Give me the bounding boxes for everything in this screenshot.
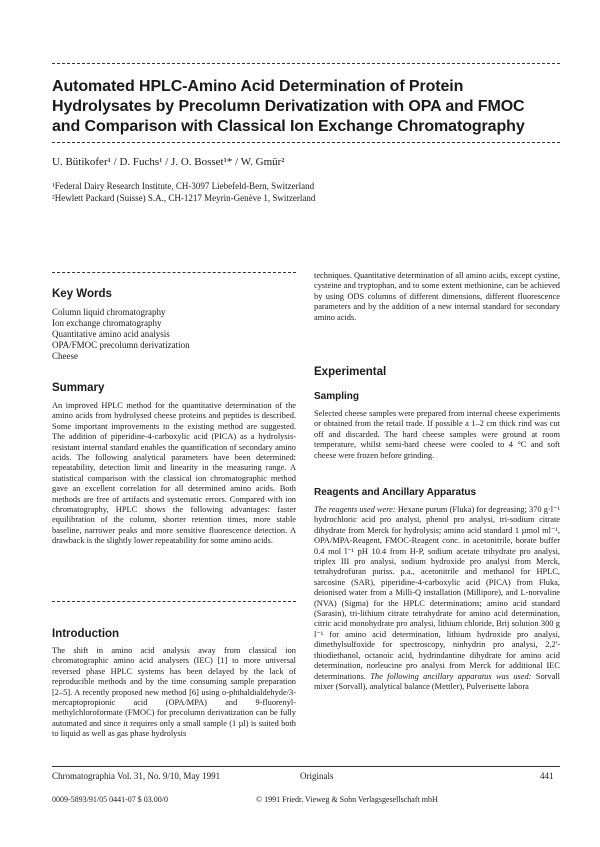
paper-title (52, 77, 562, 137)
title-rule (52, 142, 560, 144)
reagents-lead: The reagents used were: (314, 505, 396, 514)
keywords-heading: Key Words (52, 288, 112, 300)
footer-rule (52, 766, 560, 767)
affiliation-1: ¹Federal Dairy Research Institute, CH-3097 Liebefeld-Bern, Switzerland (52, 181, 315, 191)
title-line-3: and Comparison with Classical Ion Exchange Chromatography (52, 118, 525, 135)
sampling-heading: Sampling (314, 391, 360, 402)
top-rule (52, 63, 560, 65)
apparatus-lead: The following ancillary apparatus was used: (370, 671, 532, 681)
page-number: 441 (540, 771, 554, 781)
title-line-1: Automated HPLC-Amino Acid Determination of Protein (52, 78, 464, 95)
experimental-heading: Experimental (314, 366, 387, 378)
intro-continued-text: techniques. Quantitative determination of all amino acids, except cystine, cysteine and tryptophan, and to some extent methionine, can be achieved by using ODS columns of different dimensions, different fluorescence parameters and by the addition of a new internal standard for secondary amino acids. (314, 271, 560, 322)
summary-text: An improved HPLC method for the quantitative determination of the amino acids from hydrolysed cheese proteins and peptides is described. Some important improvements to the existing method are suggested. The addition of piperidine-4-carboxylic acid (PICA) as a hydrolysis-resistant internal standard enables the quantification of secondary amino acids. The following analytical parameters have been determined: repeatability, detection limit and linearity in the measuring range. A statistical comparison with the classical ion chromatographic method gave an excellent correlation for all determined amino acids. Both methods are free of artifacts and systematic errors. Compared with ion chromatography, HPLC shows the following advantages: faster equilibration of the column, shorter retention times, more stable baseline, narrower peaks and more sensitive fluorescence detection. A drawback is the slightly lower repeatability for some amino acids. (52, 401, 296, 546)
authors: U. Bütikofer¹ / D. Fuchs¹ / J. O. Bosset¹* / W. Gmür² (52, 156, 285, 168)
keyword-item: Cheese (52, 351, 78, 361)
copyright: © 1991 Friedr. Vieweg & Sohn Verlagsgesellschaft mbH (256, 795, 438, 804)
journal-citation: Chromatographia Vol. 31, No. 9/10, May 1991 (52, 771, 221, 781)
keywords-list (52, 307, 190, 362)
keyword-item: Quantitative amino acid analysis (52, 329, 170, 339)
left-rule-2 (52, 601, 296, 603)
left-rule-1 (52, 272, 296, 274)
article-type: Originals (300, 771, 334, 781)
keyword-item: Ion exchange chromatography (52, 318, 162, 328)
affiliation-2: ²Hewlett Packard (Suisse) S.A., CH-1217 Meyrin-Genève 1, Switzerland (52, 193, 316, 203)
apparatus-body: Sorvall mixer (Sorvall), analytical balance (Mettler), Pulverisette labora (314, 671, 560, 691)
reagents-body: Hexane purum (Fluka) for degreasing; 370 g·l⁻¹ hydrochloric acid pro analysi, phenol pro analysi, tri-sodium citrate dihydrate from Merck for hydrolysis; amino acid standard 1 µmol ml⁻¹, OPA/MPA-Reagent, FMOC-Reagent conc. in acetonitrile, borate buffer 0.4 mol l⁻¹ pH 10.4 from H-P, sodium acetate trihydrate pro analysi, triplex III pro analysi, sodium hydroxide pro analysi from Merck, tetrahydrofuran puriss. p.a., acetonitrile and methanol for HPLC, sarcosine (SAR), piperidine-4-carboxylic acid (PICA) from Fluka, deionised water from a Milli-Q installation (Millipore), and L-norvaline (NVA) (Sigma) for the HPLC determinations; amino acid standard (Sarasin), tri-lithium citrate tetrahydrate for amino acid determination, citric acid monohydrate pro analysi, lithium chloride, Brij solution 300 g l⁻¹ for amino acid determination, lithium hydroxide pro analysi, dimethylsulfoxide for spectroscopy, ninhydrin pro analysi, 2,2'-thiodiethanol, octanoic acid, hydrindantine dihydrate for amino acid determination, norleucine pro analysi from Merck for additional IEC determinations. (314, 505, 560, 681)
summary-heading: Summary (52, 382, 105, 394)
reagents-text (314, 505, 560, 749)
keyword-item: OPA/FMOC precolumn derivatization (52, 340, 190, 350)
reagents-heading: Reagents and Ancillary Apparatus (314, 487, 477, 498)
keyword-item: Column liquid chromatography (52, 307, 166, 317)
title-line-2: Hydrolysates by Precolumn Derivatization with OPA and FMOC (52, 98, 525, 115)
introduction-text: The shift in amino acid analysis away from classical ion chromatographic amino acid analysers (IEC) [1] to more universal reversed phase HPLC systems has been delayed by the lack of reproducible methods and by the time consuming sample preparation [2–5]. A recently proposed new method [6] using o-phthaldialdehyde/3-mercaptopropionic acid (OPA/MPA) and 9-fluorenyl-methylchloroformate (FMOC) for precolumn derivatization can be fully automated and since it requires only a small sample (1 µl) is suited both to liquid as well as gas phase hydrolysis (52, 646, 296, 739)
introduction-heading: Introduction (52, 628, 120, 640)
sampling-text: Selected cheese samples were prepared from internal cheese experiments or obtained from the retail trade. If possible a 1–2 cm thick rind was cut off and discarded. The hard cheese samples were ground at room temperature, whilst semi-hard cheese were cooled to 4 °C and soft cheese were frozen before grinding. (314, 409, 560, 460)
article-code: 0009-5893/91/05 0441-07 $ 03.00/0 (52, 795, 168, 804)
